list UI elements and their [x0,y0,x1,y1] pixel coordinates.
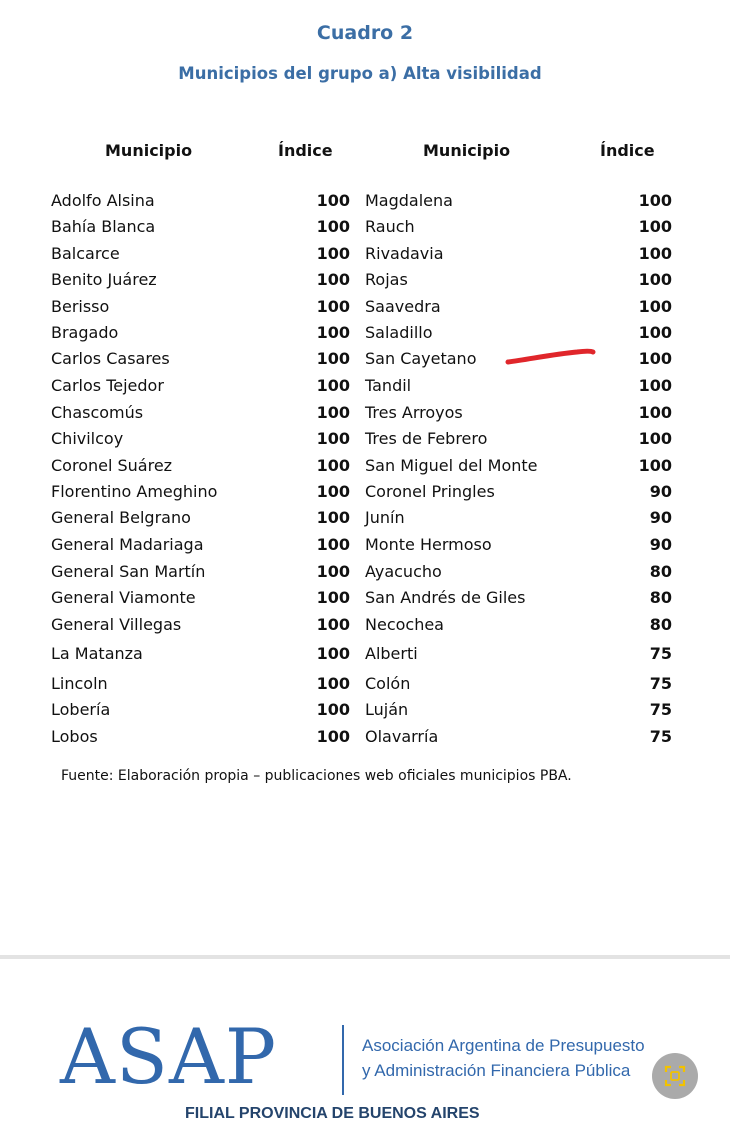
table-row [0,297,730,323]
org-name-line1: Asociación Argentina de Presupuesto [362,1036,645,1055]
municipio-left: Balcarce [51,244,120,263]
table-row [0,456,730,482]
table-row [0,644,730,670]
table-row [0,727,730,753]
municipio-left: Bragado [51,323,119,342]
indice-left: 100 [316,615,350,634]
indice-left: 100 [316,323,350,342]
logo-separator [342,1025,344,1095]
indice-right: 75 [649,674,672,693]
scan-icon [663,1064,687,1088]
municipio-right: Tres de Febrero [365,429,488,448]
indice-left: 100 [316,217,350,236]
indice-left: 100 [316,429,350,448]
header-indice-right: Índice [600,141,655,160]
municipio-left: Chivilcoy [51,429,124,448]
municipio-left: Coronel Suárez [51,456,173,475]
table-subtitle: Municipios del grupo a) Alta visibilidad [178,64,542,83]
table-row [0,323,730,349]
indice-left: 100 [316,456,350,475]
table-row [0,700,730,726]
municipio-right: Olavarría [365,727,439,746]
indice-left: 100 [316,508,350,527]
indice-right: 100 [638,376,672,395]
municipio-left: Florentino Ameghino [51,482,218,501]
table-row [0,508,730,534]
scan-button[interactable] [652,1053,698,1099]
indice-right: 80 [649,588,672,607]
indice-left: 100 [316,297,350,316]
indice-left: 100 [316,562,350,581]
municipio-right: Magdalena [365,191,453,210]
header-municipio-right: Municipio [423,141,511,160]
table-title: Cuadro 2 [316,22,414,44]
table-row [0,376,730,402]
municipio-right: Rauch [365,217,415,236]
municipio-right: Saavedra [365,297,441,316]
municipio-left: Chascomús [51,403,144,422]
asap-logo: ASAP [60,1012,277,1101]
header-indice-left: Índice [278,141,333,160]
municipio-right: Necochea [365,615,444,634]
red-pen-underline [505,343,600,369]
table-row [0,217,730,243]
indice-right: 100 [638,349,672,368]
municipio-left: Bahía Blanca [51,217,156,236]
municipio-right: Tandil [365,376,412,395]
table-row [0,349,730,375]
table-row [0,191,730,217]
indice-right: 100 [638,217,672,236]
org-name-line2: y Administración Financiera Pública [362,1061,631,1080]
indice-right: 100 [638,429,672,448]
municipio-right: Luján [365,700,409,719]
indice-right: 75 [649,644,672,663]
indice-right: 75 [649,727,672,746]
municipio-left: Lobos [51,727,98,746]
table-row [0,588,730,614]
municipio-left: Lincoln [51,674,108,693]
municipio-left: La Matanza [51,644,143,663]
indice-right: 80 [649,562,672,581]
municipio-left: General Viamonte [51,588,196,607]
table-row [0,270,730,296]
municipio-left: General San Martín [51,562,206,581]
indice-right: 100 [638,297,672,316]
indice-left: 100 [316,644,350,663]
table-row [0,244,730,270]
municipio-right: Saladillo [365,323,433,342]
municipio-right: San Miguel del Monte [365,456,538,475]
table-row [0,674,730,700]
source-note: Fuente: Elaboración propia – publicaciones web oficiales municipios PBA. [61,768,572,784]
indice-left: 100 [316,349,350,368]
indice-left: 100 [316,403,350,422]
indice-right: 80 [649,615,672,634]
municipio-right: Ayacucho [365,562,442,581]
footer-divider [0,955,730,959]
indice-left: 100 [316,588,350,607]
municipio-right: Coronel Pringles [365,482,495,501]
table-row [0,403,730,429]
indice-right: 90 [649,535,672,554]
municipio-left: Adolfo Alsina [51,191,155,210]
branch-name: FILIAL PROVINCIA DE BUENOS AIRES [185,1105,480,1122]
municipio-left: General Villegas [51,615,182,634]
municipio-left: Benito Juárez [51,270,157,289]
municipio-right: Alberti [365,644,418,663]
municipio-right: Junín [365,508,405,527]
indice-right: 100 [638,191,672,210]
indice-right: 90 [649,508,672,527]
indice-left: 100 [316,700,350,719]
municipio-right: Rivadavia [365,244,444,263]
header-municipio-left: Municipio [105,141,193,160]
indice-right: 100 [638,403,672,422]
indice-right: 75 [649,700,672,719]
indice-right: 100 [638,244,672,263]
indice-left: 100 [316,191,350,210]
table-row [0,535,730,561]
municipio-left: Berisso [51,297,110,316]
municipio-left: Carlos Tejedor [51,376,164,395]
indice-right: 100 [638,323,672,342]
table-row [0,429,730,455]
municipio-right: Colón [365,674,411,693]
municipio-right: Monte Hermoso [365,535,492,554]
indice-left: 100 [316,270,350,289]
municipio-right: San Cayetano [365,349,477,368]
municipio-right: Rojas [365,270,408,289]
indice-left: 100 [316,482,350,501]
table-row [0,562,730,588]
indice-left: 100 [316,674,350,693]
municipio-right: Tres Arroyos [365,403,463,422]
indice-left: 100 [316,727,350,746]
municipio-left: General Belgrano [51,508,191,527]
municipio-left: General Madariaga [51,535,204,554]
indice-right: 90 [649,482,672,501]
municipio-right: San Andrés de Giles [365,588,526,607]
indice-left: 100 [316,376,350,395]
municipio-left: Carlos Casares [51,349,170,368]
indice-right: 100 [638,270,672,289]
municipio-left: Lobería [51,700,111,719]
table-row [0,482,730,508]
table-row [0,615,730,641]
indice-left: 100 [316,535,350,554]
indice-left: 100 [316,244,350,263]
indice-right: 100 [638,456,672,475]
